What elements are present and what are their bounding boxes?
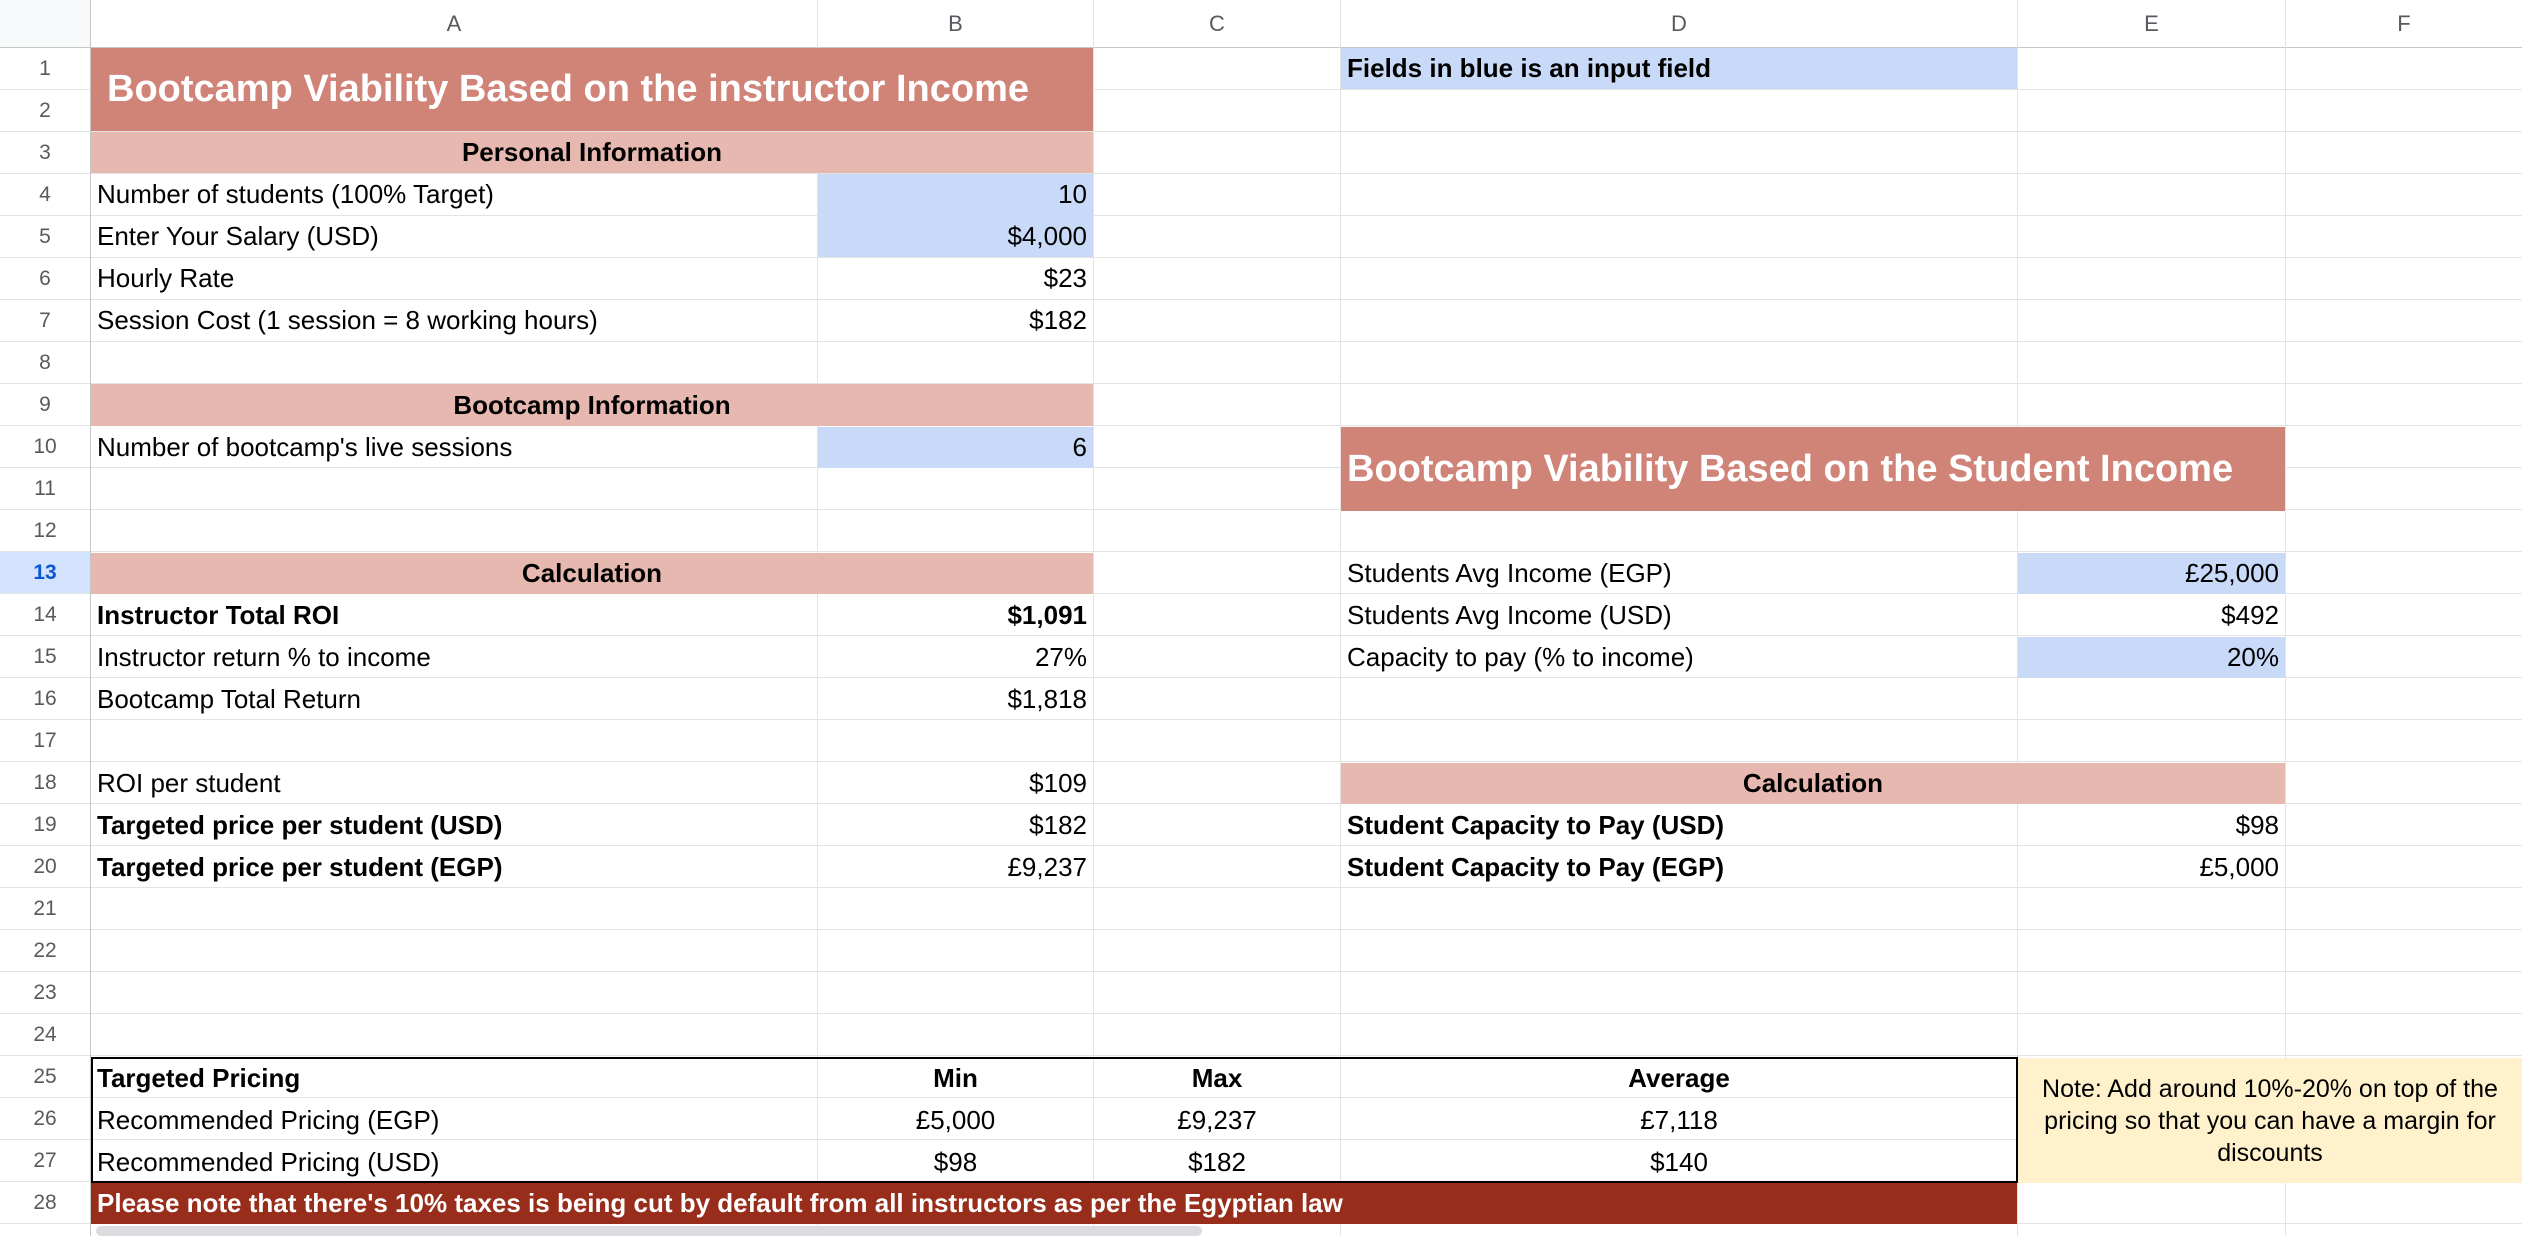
roi-student-label: ROI per student: [97, 768, 281, 798]
avg-income-usd-value[interactable]: $492: [2221, 600, 2279, 630]
row-line: [0, 1013, 2522, 1014]
row-header-11[interactable]: 11: [34, 476, 56, 500]
student-calculation-header: Calculation: [1742, 768, 1884, 798]
row-header-23[interactable]: 23: [33, 980, 57, 1004]
select-all-corner[interactable]: [0, 0, 90, 47]
tax-footer-note: Please note that there's 10% taxes is being cut by default from all instructors as per the Egyptian law: [97, 1188, 1343, 1218]
input-hint: Fields in blue is an input field: [1347, 53, 1712, 83]
row-header-16[interactable]: 16: [33, 686, 57, 710]
row-header-6[interactable]: 6: [39, 266, 51, 290]
avg-income-usd-label: Students Avg Income (USD): [1347, 600, 1672, 630]
row-header-2[interactable]: 2: [39, 98, 51, 122]
pricing-usd-avg[interactable]: $140: [1650, 1147, 1708, 1177]
margin-note: Note: Add around 10%-20% on top of the pricing so that you can have a margin for discounts: [2018, 1058, 2522, 1183]
pricing-max-header: Max: [1191, 1063, 1243, 1093]
student-title: Bootcamp Viability Based on the Student Income: [1347, 447, 2234, 490]
row-header-21[interactable]: 21: [33, 896, 57, 920]
roi-student-value[interactable]: $109: [1029, 768, 1087, 798]
pricing-header: Targeted Pricing: [97, 1063, 301, 1093]
row-line: [0, 929, 2522, 930]
total-return-label: Bootcamp Total Return: [97, 684, 361, 714]
row-line: [0, 341, 2522, 342]
row-header-12[interactable]: 12: [33, 518, 57, 542]
row-header-19[interactable]: 19: [33, 812, 57, 836]
row-header-27[interactable]: 27: [33, 1148, 57, 1172]
row-header-10[interactable]: 10: [33, 434, 57, 458]
salary-input[interactable]: $4,000: [1007, 221, 1087, 251]
row-header-13[interactable]: 13: [0, 552, 90, 593]
pricing-min-header: Min: [933, 1063, 978, 1093]
row-header-17[interactable]: 17: [33, 728, 57, 752]
students-label: Number of students (100% Target): [97, 179, 494, 209]
row-header-14[interactable]: 14: [33, 602, 57, 626]
salary-label: Enter Your Salary (USD): [97, 221, 379, 251]
row-header-24[interactable]: 24: [33, 1022, 57, 1046]
price-egp-label: Targeted price per student (EGP): [97, 852, 503, 882]
pricing-avg-header: Average: [1628, 1063, 1730, 1093]
session-cost-value[interactable]: $182: [1029, 305, 1087, 335]
capacity-egp-label: Student Capacity to Pay (EGP): [1347, 852, 1725, 882]
row-header-25[interactable]: 25: [33, 1064, 57, 1088]
row-line: [0, 971, 2522, 972]
roi-value[interactable]: $1,091: [1007, 600, 1087, 630]
price-usd-value[interactable]: $182: [1029, 810, 1087, 840]
capacity-usd-label: Student Capacity to Pay (USD): [1347, 810, 1725, 840]
row-line: [0, 551, 2522, 552]
return-pct-value[interactable]: 27%: [1034, 642, 1087, 672]
price-egp-value[interactable]: £9,237: [1007, 852, 1087, 882]
capacity-usd-value[interactable]: $98: [2235, 810, 2279, 840]
row-line: [0, 1055, 2522, 1056]
column-header-a[interactable]: A: [91, 0, 817, 47]
pricing-usd-min[interactable]: $98: [933, 1147, 978, 1177]
column-header-e[interactable]: E: [2018, 0, 2285, 47]
row-header-20[interactable]: 20: [33, 854, 57, 878]
hourly-rate-label: Hourly Rate: [97, 263, 235, 293]
row-header-9[interactable]: 9: [39, 392, 51, 416]
col-line-ef: [2285, 0, 2286, 1236]
row-header-22[interactable]: 22: [33, 938, 57, 962]
pricing-egp-min[interactable]: £5,000: [915, 1105, 996, 1135]
price-usd-label: Targeted price per student (USD): [97, 810, 503, 840]
row-header-8[interactable]: 8: [39, 350, 51, 374]
total-return-value[interactable]: $1,818: [1007, 684, 1087, 714]
pricing-egp-label: Recommended Pricing (EGP): [97, 1105, 440, 1135]
capacity-input[interactable]: 20%: [2226, 642, 2279, 672]
avg-income-egp-label: Students Avg Income (EGP): [1347, 558, 1672, 588]
capacity-egp-value[interactable]: £5,000: [2199, 852, 2279, 882]
session-cost-label: Session Cost (1 session = 8 working hours): [97, 305, 598, 335]
row-header-4[interactable]: 4: [39, 182, 51, 206]
row-line: [0, 761, 2522, 762]
row-header-7[interactable]: 7: [39, 308, 51, 332]
pricing-usd-label: Recommended Pricing (USD): [97, 1147, 440, 1177]
instructor-title: Bootcamp Viability Based on the instructor Income: [107, 68, 1030, 110]
hourly-rate-value[interactable]: $23: [1043, 263, 1087, 293]
capacity-label: Capacity to pay (% to income): [1347, 642, 1694, 672]
return-pct-label: Instructor return % to income: [97, 642, 431, 672]
live-sessions-input[interactable]: 6: [1072, 432, 1087, 462]
roi-label: Instructor Total ROI: [97, 600, 340, 630]
pricing-egp-max[interactable]: £9,237: [1177, 1105, 1257, 1135]
col-line-bc: [1093, 0, 1094, 1236]
row-header-1[interactable]: 1: [39, 56, 51, 80]
personal-info-header: Personal Information: [461, 137, 723, 167]
column-header-f[interactable]: F: [2286, 0, 2522, 47]
column-header-d[interactable]: D: [1341, 0, 2017, 47]
avg-income-egp-input[interactable]: £25,000: [2185, 558, 2279, 588]
bootcamp-info-header: Bootcamp Information: [453, 389, 731, 420]
row-header-28[interactable]: 28: [33, 1190, 57, 1214]
pricing-usd-max[interactable]: $182: [1188, 1147, 1246, 1177]
column-header-c[interactable]: C: [1094, 0, 1340, 47]
row-header-5[interactable]: 5: [39, 224, 51, 248]
row-header-3[interactable]: 3: [39, 140, 51, 164]
horizontal-scrollbar[interactable]: [96, 1226, 1202, 1236]
live-sessions-label: Number of bootcamp's live sessions: [97, 432, 513, 462]
column-header-b[interactable]: B: [818, 0, 1093, 47]
pricing-egp-avg[interactable]: £7,118: [1640, 1105, 1718, 1135]
row-header-15[interactable]: 15: [33, 644, 57, 668]
calculation-header: Calculation: [521, 558, 663, 588]
row-header-26[interactable]: 26: [33, 1106, 57, 1130]
students-input[interactable]: 10: [1058, 179, 1087, 209]
row-header-18[interactable]: 18: [33, 770, 57, 794]
